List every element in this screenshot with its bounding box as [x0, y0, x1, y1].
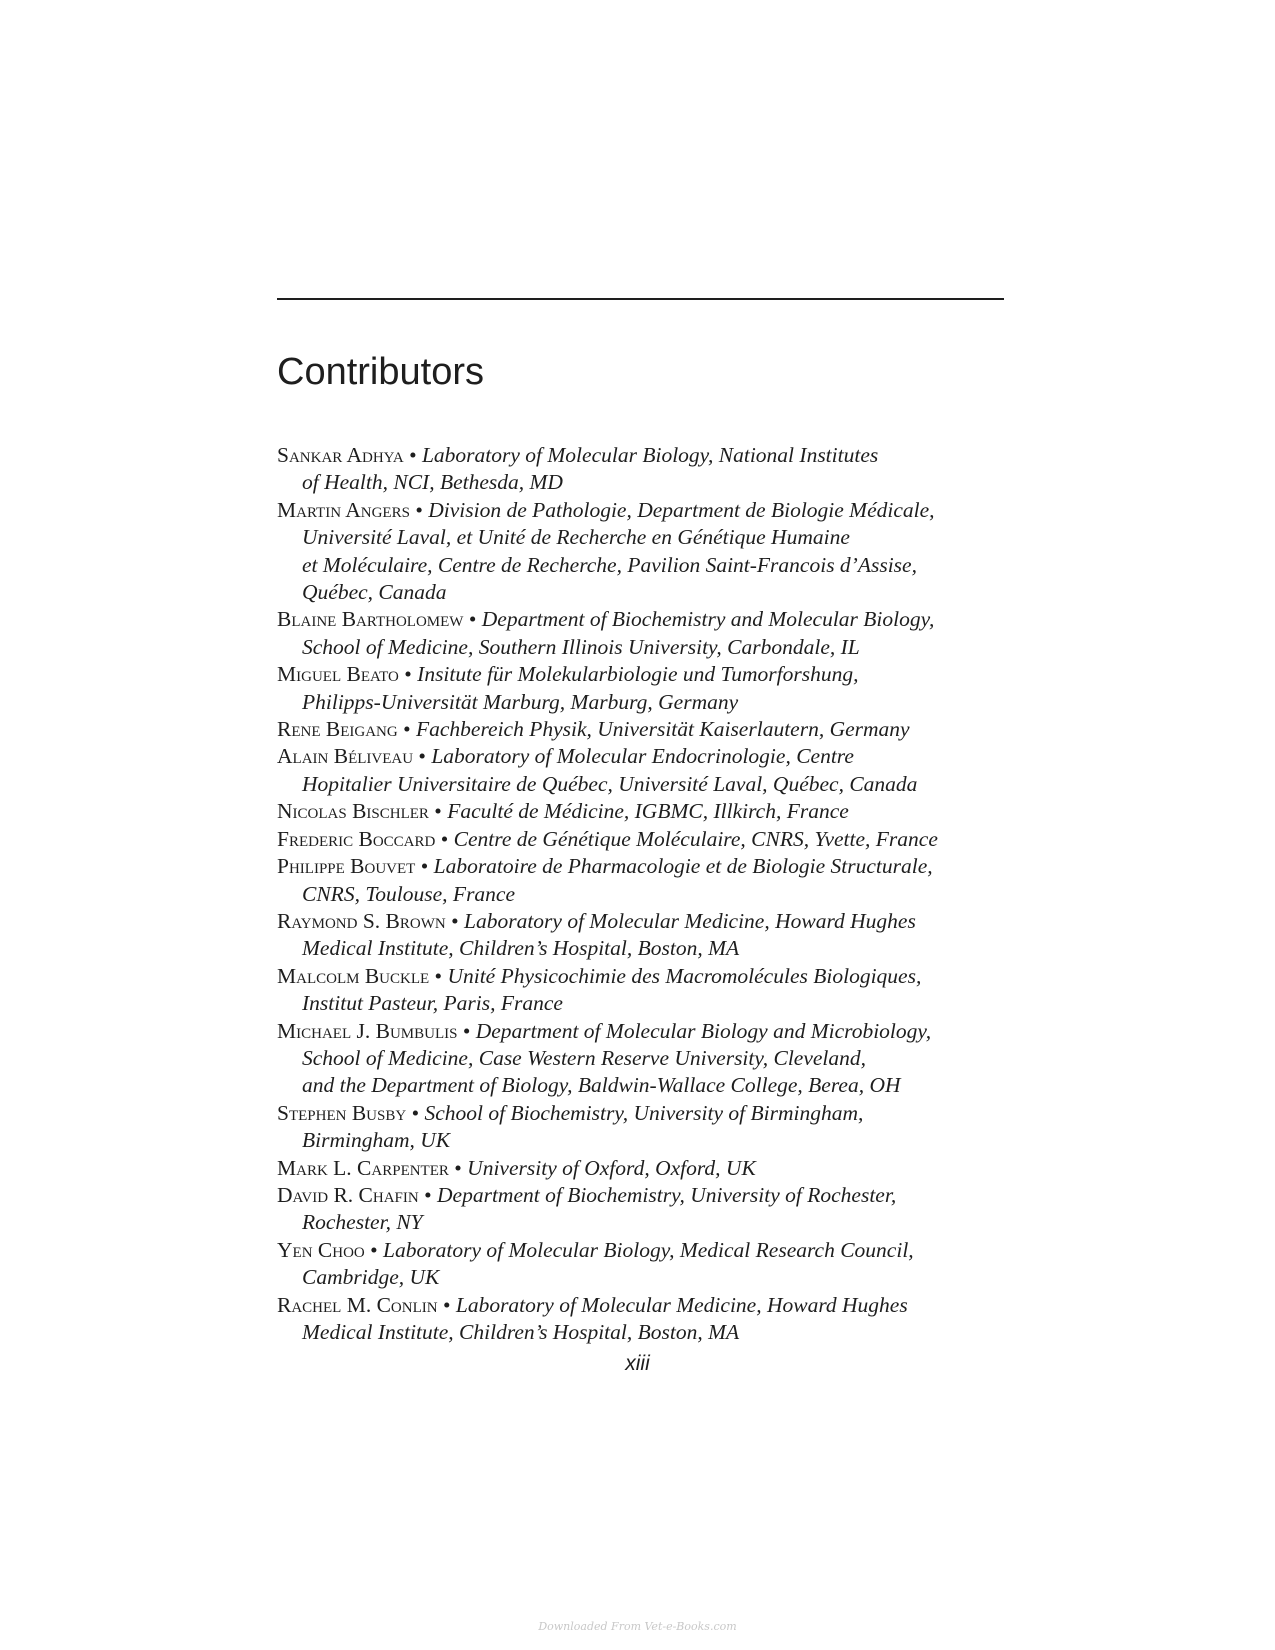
bullet-separator: •: [462, 1018, 471, 1043]
contributor-entry: [277, 826, 1012, 853]
bullet-separator: •: [454, 1155, 462, 1180]
contributor-name: Martin Angers: [277, 497, 410, 522]
bullet-separator: •: [420, 854, 429, 879]
affiliation-line: Laboratoire de Pharmacologie et de Biologie Structurale,: [433, 854, 933, 879]
affiliation-line: School of Medicine, Southern Illinois University, Carbondale, IL: [302, 634, 860, 659]
contributor-entry: [277, 1018, 1012, 1100]
affiliation-line: Laboratory of Molecular Biology, Medical Research Council,: [383, 1237, 914, 1262]
bullet-separator: •: [411, 1100, 420, 1125]
contributor-entry: [277, 442, 1012, 497]
contributor-name: David R. Chafin: [277, 1182, 419, 1207]
affiliation-line: Philipps-Universität Marburg, Marburg, Germany: [302, 689, 739, 714]
contributor-name: Blaine Bartholomew: [277, 607, 464, 632]
bullet-separator: •: [403, 717, 411, 742]
contributor-entry: [277, 853, 1012, 908]
bullet-separator: •: [434, 799, 442, 824]
contributor-name: Nicolas Bischler: [277, 799, 429, 824]
affiliation-line: Fachbereich Physik, Universität Kaiserlautern, Germany: [415, 717, 910, 742]
affiliation-line: CNRS, Toulouse, France: [302, 881, 516, 906]
watermark: Downloaded From Vet-e-Books.com: [538, 1620, 737, 1633]
contributor-name: Philippe Bouvet: [277, 854, 416, 879]
contributor-entry: [277, 1292, 1012, 1347]
bullet-separator: •: [424, 1182, 432, 1207]
affiliation-line: Faculté de Médicine, IGBMC, Illkirch, France: [447, 799, 849, 824]
contributor-entry: [277, 1182, 1012, 1237]
bullet-separator: •: [468, 607, 477, 632]
contributor-name: Miguel Beato: [277, 662, 399, 687]
bullet-separator: •: [442, 1292, 451, 1317]
affiliation-line: Laboratory of Molecular Endocrinologie, Centre: [431, 744, 854, 769]
heading-rule: [277, 298, 1004, 300]
bullet-separator: •: [404, 662, 412, 687]
contributor-name: Rene Beigang: [277, 717, 398, 742]
affiliation-line: Medical Institute, Children’s Hospital, Boston, MA: [302, 1320, 740, 1344]
contributor-list: [277, 442, 1012, 1346]
bullet-separator: •: [418, 744, 426, 769]
contributor-entry: [277, 716, 1012, 743]
affiliation-line: Centre de Génétique Moléculaire, CNRS, Yvette, France: [453, 826, 938, 851]
affiliation-line: Cambridge, UK: [302, 1265, 440, 1290]
affiliation-line: School of Biochemistry, University of Birmingham,: [424, 1100, 864, 1125]
affiliation-line: Department of Molecular Biology and Microbiology,: [475, 1018, 932, 1043]
contributor-name: Frederic Boccard: [277, 826, 436, 851]
affiliation-line: of Health, NCI, Bethesda, MD: [302, 470, 563, 495]
contributor-entry: [277, 606, 1012, 661]
affiliation-line: Laboratory of Molecular Medicine, Howard Hughes: [455, 1292, 908, 1317]
affiliation-line: Unité Physicochimie des Macromolécules Biologiques,: [447, 963, 922, 988]
bullet-separator: •: [370, 1237, 378, 1262]
bullet-separator: •: [409, 443, 417, 467]
affiliation-line: Laboratory of Molecular Biology, National Institutes: [421, 443, 879, 467]
affiliation-line: and the Department of Biology, Baldwin-Wallace College, Berea, OH: [302, 1073, 901, 1098]
contributor-name: Raymond S. Brown: [277, 908, 446, 933]
affiliation-line: Laboratory of Molecular Medicine, Howard Hughes: [464, 908, 916, 933]
contributor-name: Alain Béliveau: [277, 744, 414, 769]
contributor-entry: [277, 1237, 1012, 1292]
bullet-separator: •: [440, 826, 449, 851]
contributor-entry: [277, 798, 1012, 825]
affiliation-line: Rochester, NY: [302, 1210, 423, 1235]
page-title: Contributors: [277, 351, 484, 393]
contributor-name: Sankar Adhya: [277, 443, 404, 467]
affiliation-line: Insitute für Molekularbiologie und Tumorforshung,: [417, 662, 859, 687]
contributor-entry: [277, 497, 1012, 607]
contributor-entry: [277, 1100, 1012, 1155]
contributor-entry: [277, 1155, 1012, 1182]
contributor-entry: [277, 743, 1012, 798]
page-number: xiii: [625, 1352, 650, 1375]
affiliation-line: Hopitalier Universitaire de Québec, Université Laval, Québec, Canada: [302, 771, 918, 796]
contributor-name: Yen Choo: [277, 1237, 365, 1262]
affiliation-line: Department of Biochemistry, University of Rochester,: [437, 1182, 897, 1207]
affiliation-line: School of Medicine, Case Western Reserve University, Cleveland,: [302, 1045, 867, 1070]
affiliation-line: Medical Institute, Children’s Hospital, Boston, MA: [302, 936, 740, 961]
contributor-name: Michael J. Bumbulis: [277, 1018, 458, 1043]
contributor-name: Mark L. Carpenter: [277, 1155, 449, 1180]
affiliation-line: Québec, Canada: [302, 580, 447, 605]
affiliation-line: Université Laval, et Unité de Recherche en Génétique Humaine: [302, 525, 850, 550]
contributor-name: Stephen Busby: [277, 1100, 407, 1125]
contributor-entry: [277, 908, 1012, 963]
bullet-separator: •: [415, 497, 423, 522]
affiliation-line: Division de Pathologie, Department de Biologie Médicale,: [428, 497, 935, 522]
affiliation-line: et Moléculaire, Centre de Recherche, Pavilion Saint-Francois d’Assise,: [302, 552, 917, 577]
affiliation-line: Birmingham, UK: [302, 1128, 451, 1153]
affiliation-line: University of Oxford, Oxford, UK: [467, 1155, 756, 1180]
contributor-entry: [277, 963, 1012, 1018]
affiliation-line: Department of Biochemistry and Molecular Biology,: [481, 607, 935, 632]
affiliation-line: Institut Pasteur, Paris, France: [302, 991, 563, 1016]
bullet-separator: •: [451, 908, 459, 933]
contributor-name: Malcolm Buckle: [277, 963, 430, 988]
contributor-name: Rachel M. Conlin: [277, 1292, 438, 1317]
bullet-separator: •: [434, 963, 443, 988]
contributor-entry: [277, 661, 1012, 716]
